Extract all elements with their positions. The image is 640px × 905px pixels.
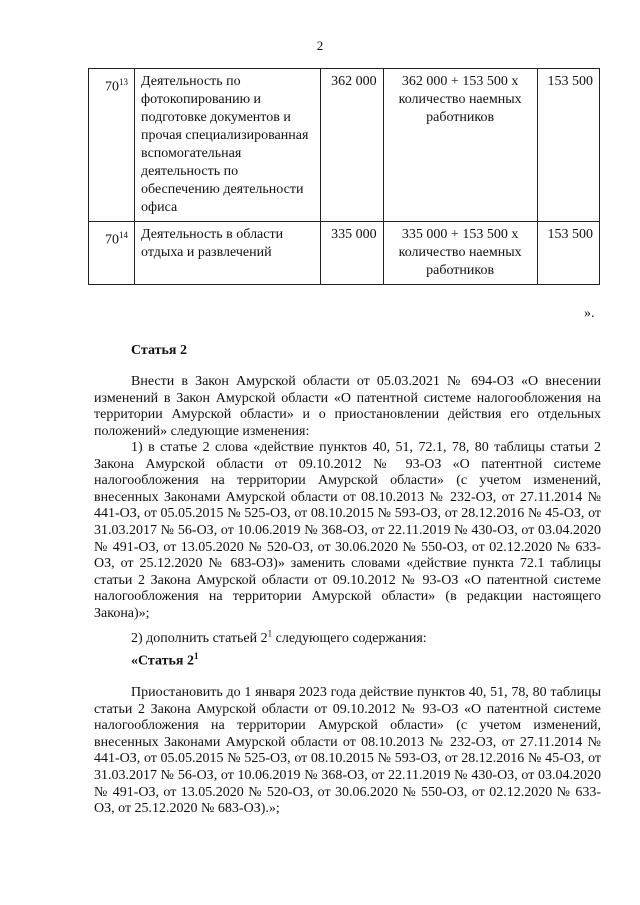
- row-number-sup: 13: [119, 77, 129, 87]
- formula-cell: 335 000 + 153 500 х количество наемных работников: [383, 222, 537, 285]
- sub-article-heading-text: «Статья 2: [131, 653, 194, 669]
- table-row: [89, 69, 600, 222]
- row-number-cell: [89, 222, 135, 285]
- amendment-item-2: [94, 628, 601, 648]
- table-close-quote: ».: [584, 306, 595, 321]
- row-number: 70: [105, 79, 120, 95]
- per-worker-cell: 153 500: [537, 222, 599, 285]
- sub-article-heading-sup: 1: [193, 651, 199, 661]
- table-row: [89, 222, 600, 285]
- row-number-sup: 14: [119, 230, 129, 240]
- amendment-item-2-pre: 2) дополнить статьей 2: [131, 631, 268, 646]
- activity-cell: Деятельность по фотокопированию и подготовке документов и прочая специализированная вспомогательная деятельность по обеспечению деятельности офиса: [135, 69, 321, 222]
- base-amount-cell: 362 000: [321, 69, 383, 222]
- per-worker-cell: 153 500: [537, 69, 599, 222]
- sub-article-text: Приостановить до 1 января 2023 года действие пунктов 40, 51, 78, 80 таблицы статьи 2 Закона Амурской области от 09.10.2012 № 93-ОЗ «О патентной системе налогообложения на территории Амурской области» (с учетом изменений, внесенных Законами Амурской области от 08.10.2013 № 232-ОЗ, от 27.11.2014 № 441-ОЗ, от 05.05.2015 № 525-ОЗ, от 08.10.2015 № 593-ОЗ, от 28.12.2016 № 45-ОЗ, от 31.03.2017 № 56-ОЗ, от 10.06.2019 № 368-ОЗ, от 22.11.2019 № 430-ОЗ, от 03.04.2020 № 491-ОЗ, от 13.05.2020 № 520-ОЗ, от 30.06.2020 № 550-ОЗ, от 02.12.2020 № 633-ОЗ, от 25.12.2020 № 683-ОЗ).»;: [94, 685, 601, 817]
- amendment-item-1-text: 1) в статье 2 слова «действие пунктов 40, 51, 72.1, 78, 80 таблицы статьи 2 Закона Амурской области от 09.10.2012 № 93-ОЗ «О патентной системе налогообложения на территории Амурской области» (с учетом изменений, внесенных Законами Амурской области от 08.10.2013 № 232-ОЗ, от 27.11.2014 № 441-ОЗ, от 05.05.2015 № 525-ОЗ, от 08.10.2015 № 593-ОЗ, от 28.12.2016 № 45-ОЗ, от 31.03.2017 № 56-ОЗ, от 10.06.2019 № 368-ОЗ, от 22.11.2019 № 430-ОЗ, от 03.04.2020 № 491-ОЗ, от 13.05.2020 № 520-ОЗ, от 30.06.2020 № 550-ОЗ, от 02.12.2020 № 633-ОЗ, от 25.12.2020 № 683-ОЗ)» заменить словами «действие пункта 72.1 таблицы статьи 2 Закона Амурской области от 09.10.2012 № 93-ОЗ «О патентной системе налогообложения на территории Амурской области» (в редакции настоящего Закона)»;: [94, 440, 601, 621]
- patent-rates-table: [88, 68, 600, 285]
- sub-article-paragraph: [94, 685, 601, 818]
- amendment-item-2-sup: 1: [267, 628, 273, 639]
- article-intro-paragraph: [94, 374, 601, 440]
- formula-cell: 362 000 + 153 500 х количество наемных работников: [383, 69, 537, 222]
- activity-cell: Деятельность в области отдыха и развлечений: [135, 222, 321, 285]
- base-amount-cell: 335 000: [321, 222, 383, 285]
- article-intro-text: Внести в Закон Амурской области от 05.03.2021 № 694-ОЗ «О внесении изменений в Закон Амурской области «О патентной системе налогообложения на территории Амурской области» и о приостановлении действия его отдельных положений» следующие изменения:: [94, 374, 601, 439]
- amendment-item-2-post: следующего содержания:: [272, 631, 427, 646]
- row-number: 70: [105, 232, 120, 248]
- sub-article-heading: [131, 651, 198, 670]
- article-heading: Статья 2: [131, 343, 187, 358]
- page-number: 2: [316, 38, 324, 53]
- amendment-item-1: [94, 440, 601, 623]
- row-number-cell: [89, 69, 135, 222]
